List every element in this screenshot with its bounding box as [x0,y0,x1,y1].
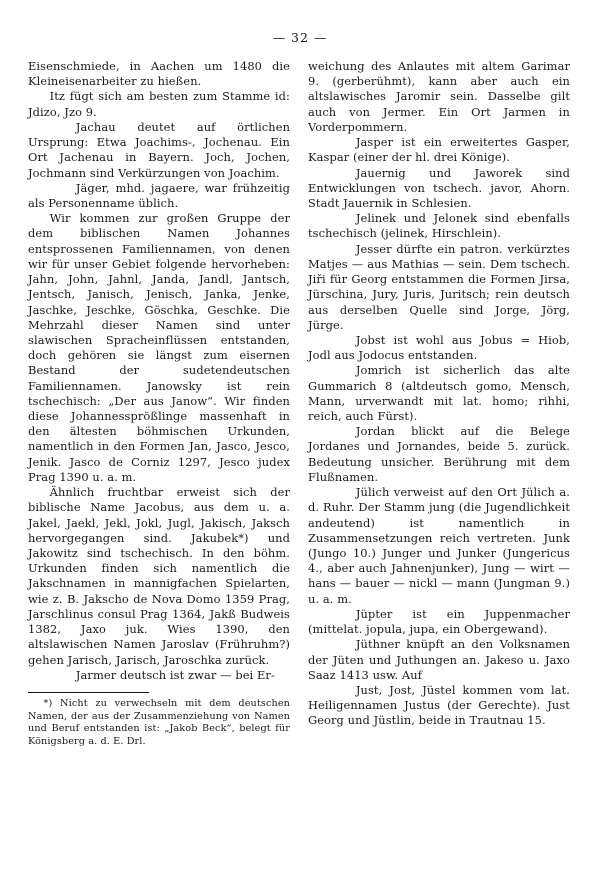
paragraph: Jomrich ist sicherlich das alte Gummarich 8 (altdeutsch gomo, Mensch, Mann, urverwandt mit lat. homo; rihhi, reich, auch Fürst). [308,363,570,424]
paragraph: Jüpter ist ein Juppenmacher (mittelat. jopula, jupa, ein Obergewand). [308,606,570,637]
paragraph: Ähnlich fruchtbar erweist sich der biblische Name Jacobus, aus dem u. a. Jakel, Jaekl, Jekl, Jokl, Jugl, Jakisch, Jaksch hervorgegangen sind. Jakubek*) und Jakowitz sind tschechisch. In den böhm. Urkunden finden sich namentlich die Jakschnamen in mannigfachen Spielarten, wie z. B. Jakscho de Nova Domo 1359 Prag, Jarschlinus consul Prag 1364, Jakß Budweis 1382, Jaxo juk. Wies 1390, den altslawischen Namen Jaroslav (Frühruhm?) gehen Jarisch, Jarisch, Jaroschka zurück. [28,485,290,667]
paragraph: Jobst ist wohl aus Jobus = Hiob, Jodl aus Jodocus entstanden. [308,332,570,363]
two-column-body [28,59,572,748]
paragraph: Just, Jost, Jüstel kommen vom lat. Heiligennamen Justus (der Gerechte). Just Georg und Jüstlin, beide in Trautnau 15. [308,682,570,728]
paragraph: Jesser dürfte ein patron. verkürztes Matjes — aus Mathias — sein. Dem tschech. Jiři für Georg entstammen die Formen Jirsa, Jürschina, Jury, Juris, Juritsch; rein deutsch aus derselben Quelle sind Jorge, Jörg, Jürge. [308,241,570,332]
paragraph: Jauernig und Jaworek sind Entwicklungen von tschech. javor, Ahorn. Stadt Jauernik in Schlesien. [308,165,570,210]
footnote [28,698,290,748]
paragraph: Eisenschmiede, in Aachen um 1480 die Kleineisenarbeiter zu hießen. [28,59,290,89]
paragraph: Itz fügt sich am besten zum Stamme id: Jdizo, Jzo 9. [28,89,290,119]
paragraph: Jülich verweist auf den Ort Jülich a. d. Ruhr. Der Stamm jung (die Jugendlichkeit andeutend) ist namentlich in Zusammensetzungen reich vertreten. Junk (Jungo 10.) Junger und Junker (Jungericus 4., aber auch Jahnenjunker), Jung — wirt — hans — bauer — nickl — mann (Jungman 9.) u. a. m. [308,485,570,606]
paragraph: Jüthner knüpft an den Volksnamen der Jüten und Juthungen an. Jakeso u. Jaxo Saaz 1413 usw. Auf [308,637,570,682]
right-column [308,59,570,729]
paragraph: Jordan blickt auf die Belege Jordanes und Jornandes, beide 5. zurück. Bedeutung unsicher. Berührung mit dem Flußnamen. [308,424,570,484]
page-number: — 32 — [272,30,328,45]
left-column [28,59,290,748]
paragraph: Jelinek und Jelonek sind ebenfalls tschechisch (jelinek, Hirschlein). [308,211,570,241]
footnote-separator [28,692,149,693]
paragraph: Jarmer deutsch ist zwar — bei Er- [75,667,275,682]
paragraph: weichung des Anlautes mit altem Garimar 9. (gerberühmt), kann aber auch ein altslawisches Jaromir sein. Dasselbe gilt auch von Jermer. Ein Ort Jarmen in Vorderpommern. [308,59,570,134]
footnote-text: *) Nicht zu verwechseln mit dem deutschen Namen, der aus der Zusammenziehung von Namen und Beruf entstanden ist: „Jakob Beck“, belegt für Königsberg a. d. E. Drl. [28,697,290,747]
paragraph: Wir kommen zur großen Gruppe der dem biblischen Namen Johannes entsprossenen Familiennamen, von denen wir für unser Gebiet folgende hervorheben: Jahn, John, Jahnl, Janda, Jandl, Jantsch, Jentsch, Janisch, Jenisch, Janka, Jenke, Jaschke, Jeschke, Göschka, Geschke. Die Mehrzahl dieser Namen sind unter slawischen Spracheinflüssen entstanden, doch gehören sie längst zum eisernen Bestand der sudetendeutschen Familiennamen. Janowsky ist rein tschechisch: „Der aus Janow“. Wir finden diese Johannessprößlinge massenhaft in den ältesten böhmischen Urkunden, namentlich in den Formen Jan, Jasco, Jesco, Jenik. Jasco de Corniz 1297, Jesco judex Prag 1390 u. a. m. [28,211,290,484]
paragraph: Jasper ist ein erweitertes Gasper, Kaspar (einer der hl. drei Könige). [308,135,570,165]
paragraph: Jäger, mhd. jagaere, war frühzeitig als Personenname üblich. [28,180,290,210]
paragraph: Jachau deutet auf örtlichen Ursprung: Etwa Joachims-, Jochenau. Ein Ort Jachenau in Bayern. Joch, Jochen, Jochmann sind Verkürzungen von Joachim. [28,119,290,180]
